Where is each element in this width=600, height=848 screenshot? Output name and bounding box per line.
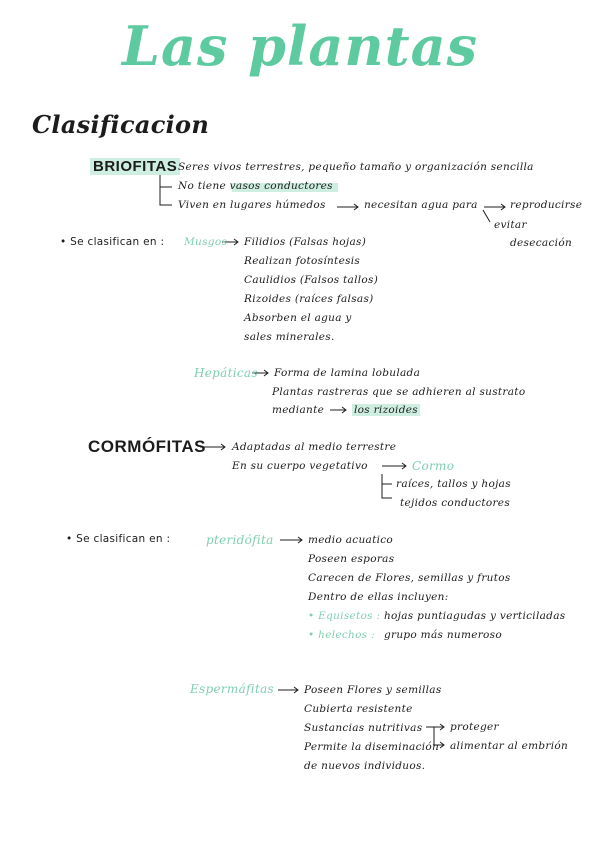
musgos-item: Caulidios (Falsos tallos)	[244, 274, 379, 286]
section-heading: Clasificacion	[32, 110, 210, 139]
cormo-item: raíces, tallos y hojas	[396, 478, 511, 490]
page-title: Las plantas	[121, 14, 478, 78]
musgos-item: sales minerales.	[244, 331, 335, 343]
briofitas-need: necesitan agua para	[364, 199, 478, 211]
cormo-item: tejidos conductores	[400, 497, 511, 509]
musgos-item: Filidios (Falsas hojas)	[244, 236, 367, 248]
pteridofita-item: medio acuatico	[308, 534, 394, 546]
musgos-item: Absorben el agua y	[244, 312, 352, 324]
espermafitas-item: Poseen Flores y semillas	[304, 684, 442, 696]
briofitas-item: Seres vivos terrestres, pequeño tamaño y organización sencilla	[178, 161, 534, 173]
cormo-label: Cormo	[412, 459, 455, 473]
briofitas-label: BRIOFITAS	[90, 158, 180, 175]
arrow-icon	[382, 463, 406, 469]
espermafitas-item: Cubierta resistente	[304, 703, 413, 715]
espermafitas-item: Sustancias nutritivas	[304, 722, 423, 734]
espermafitas-item: de nuevos individuos.	[304, 760, 426, 772]
musgos-label: Musgos	[184, 236, 228, 248]
pteridofita-item: Dentro de ellas incluyen:	[308, 591, 449, 603]
espermafitas-label: Espermáfitas	[190, 682, 274, 696]
cormofitas-item: Adaptadas al medio terrestre	[232, 441, 397, 453]
equisetos-text: hojas puntiagudas y verticiladas	[384, 610, 566, 622]
cormofitas-item: En su cuerpo vegetativo	[232, 460, 368, 472]
arrow-icon	[484, 204, 505, 210]
arrow-icon	[280, 537, 302, 543]
pteridofita-item: Poseen esporas	[308, 553, 395, 565]
briofitas-item: No tiene vasos conductores	[178, 180, 333, 192]
arrow-icon	[337, 204, 358, 210]
equisetos-label: • Equisetos :	[308, 610, 381, 622]
arrow-icon	[483, 210, 490, 222]
pteridofita-label: pteridófita	[206, 533, 274, 547]
helechos-label: • helechos :	[308, 629, 375, 641]
briofitas-purpose: evitar	[494, 219, 527, 231]
helechos-text: grupo más numeroso	[384, 629, 502, 641]
musgos-item: Realizan fotosíntesis	[244, 255, 361, 267]
hepaticas-rizoides: los rizoides	[354, 404, 418, 416]
cormofitas-label: CORMÓFITAS	[88, 437, 207, 456]
briofitas-purpose: desecación	[510, 237, 573, 249]
arrow-icon	[330, 407, 346, 413]
hepaticas-item: Forma de lamina lobulada	[274, 367, 421, 379]
classification-note: • Se clasifican en :	[60, 236, 165, 248]
classification-note: • Se clasifican en :	[66, 533, 171, 545]
espermafitas-purpose: alimentar al embrión	[450, 740, 569, 752]
briofitas-purpose: reproducirse	[510, 199, 583, 211]
espermafitas-purpose: proteger	[450, 721, 499, 733]
briofitas-item: Viven en lugares húmedos	[178, 199, 326, 211]
hepaticas-label: Hepáticas	[194, 366, 258, 380]
musgos-item: Rizoides (raíces falsas)	[244, 293, 374, 305]
hepaticas-item: Plantas rastreras que se adhieren al sustrato	[272, 386, 526, 398]
espermafitas-item: Permite la diseminación	[304, 741, 440, 753]
cormo-bracket	[382, 474, 392, 498]
hepaticas-item: mediante	[272, 404, 325, 416]
arrow-icon	[278, 687, 298, 693]
pteridofita-item: Carecen de Flores, semillas y frutos	[308, 572, 511, 584]
